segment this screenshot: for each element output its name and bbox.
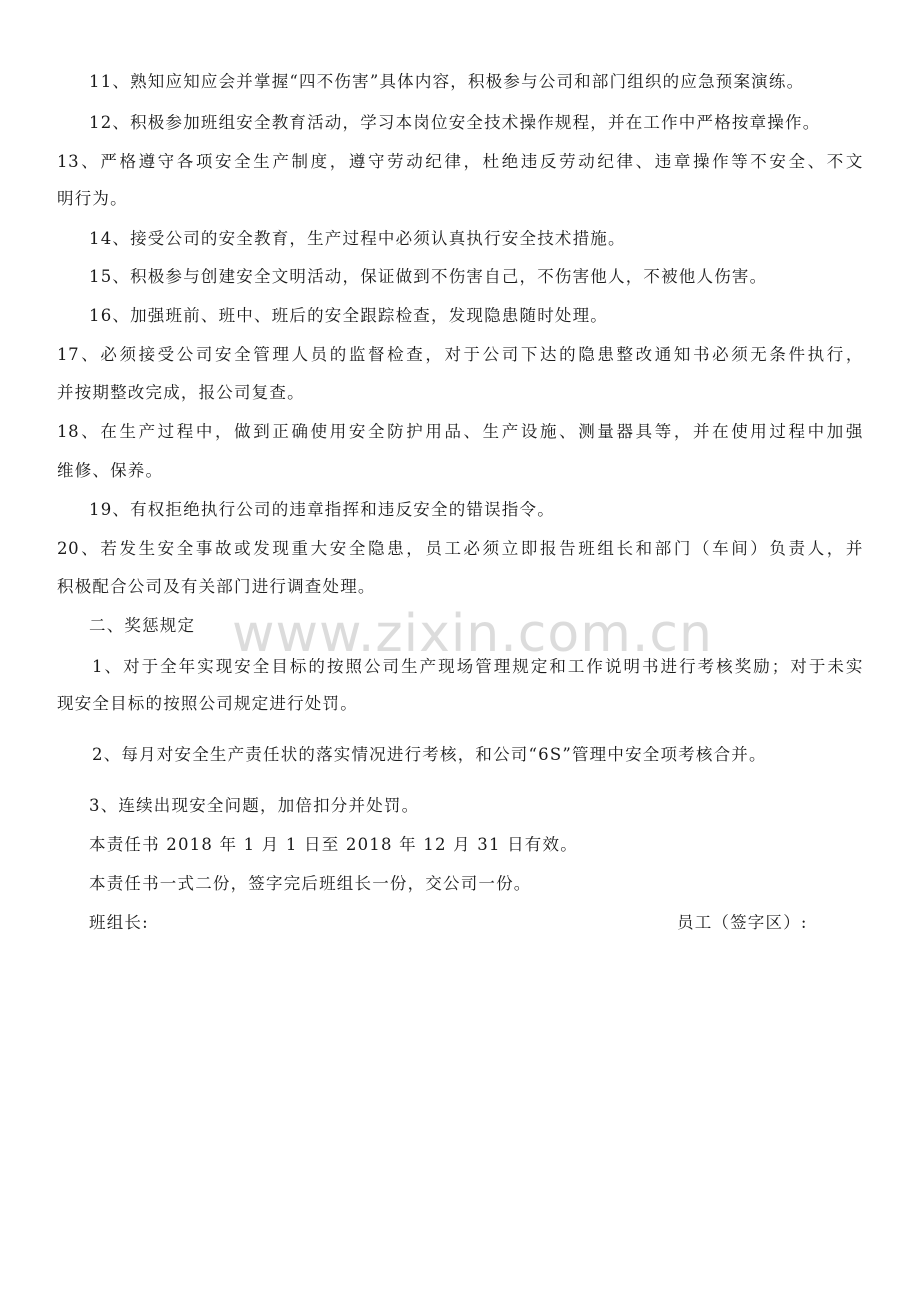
clause-15: 15、积极参与创建安全文明活动，保证做到不伤害自己，不伤害他人，不被他人伤害。 [89, 267, 768, 286]
clause-12: 12、积极参加班组安全教育活动，学习本岗位安全技术操作规程，并在工作中严格按章操作。 [89, 113, 821, 132]
clause-17-line-2: 并按期整改完成，报公司复查。 [57, 383, 305, 402]
clause-20-line-2: 积极配合公司及有关部门进行调查处理。 [57, 577, 376, 596]
clause-18-line-2: 维修、保养。 [57, 461, 164, 480]
reward-rule-3: 3、连续出现安全问题，加倍扣分并处罚。 [89, 796, 420, 815]
clause-20-line-1: 20、若发生安全事故或发现重大安全隐患，员工必须立即报告班组长和部门（车间）负责人，并 [57, 539, 863, 558]
clause-14: 14、接受公司的安全教育，生产过程中必须认真执行安全技术措施。 [89, 229, 626, 248]
reward-rule-1-line-1: 1、对于全年实现安全目标的按照公司生产现场管理规定和工作说明书进行考核奖励；对于未实 [92, 657, 863, 676]
clause-13-line-1: 13、严格遵守各项安全生产制度，遵守劳动纪律，杜绝违反劳动纪律、违章操作等不安全、不文 [57, 152, 863, 171]
team-leader-signature-label: 班组长: [89, 913, 149, 932]
clause-18-line-1: 18、在生产过程中，做到正确使用安全防护用品、生产设施、测量器具等，并在使用过程中加强 [57, 422, 863, 441]
employee-signature-label: 员工（签字区）: [677, 913, 808, 932]
validity-statement: 本责任书 2018 年 1 月 1 日至 2018 年 12 月 31 日有效。 [89, 835, 578, 854]
clause-17-line-1: 17、必须接受公司安全管理人员的监督检查，对于公司下达的隐患整改通知书必须无条件执行， [57, 345, 863, 364]
copies-statement: 本责任书一式二份，签字完后班组长一份，交公司一份。 [89, 874, 532, 893]
reward-rule-2: 2、每月对安全生产责任状的落实情况进行考核，和公司“6S”管理中安全项考核合并。 [92, 745, 767, 764]
clause-19: 19、有权拒绝执行公司的违章指挥和违反安全的错误指令。 [89, 500, 555, 519]
site-watermark: www.zixin.com.cn [232, 604, 713, 664]
reward-rule-1-line-2: 现安全目标的按照公司规定进行处罚。 [57, 694, 358, 713]
section-2-heading: 二、奖惩规定 [89, 616, 196, 635]
clause-11: 11、熟知应知应会并掌握“四不伤害”具体内容，积极参与公司和部门组织的应急预案演练。 [89, 72, 805, 91]
clause-13-line-2: 明行为。 [57, 189, 128, 208]
clause-16: 16、加强班前、班中、班后的安全跟踪检查，发现隐患随时处理。 [89, 306, 608, 325]
